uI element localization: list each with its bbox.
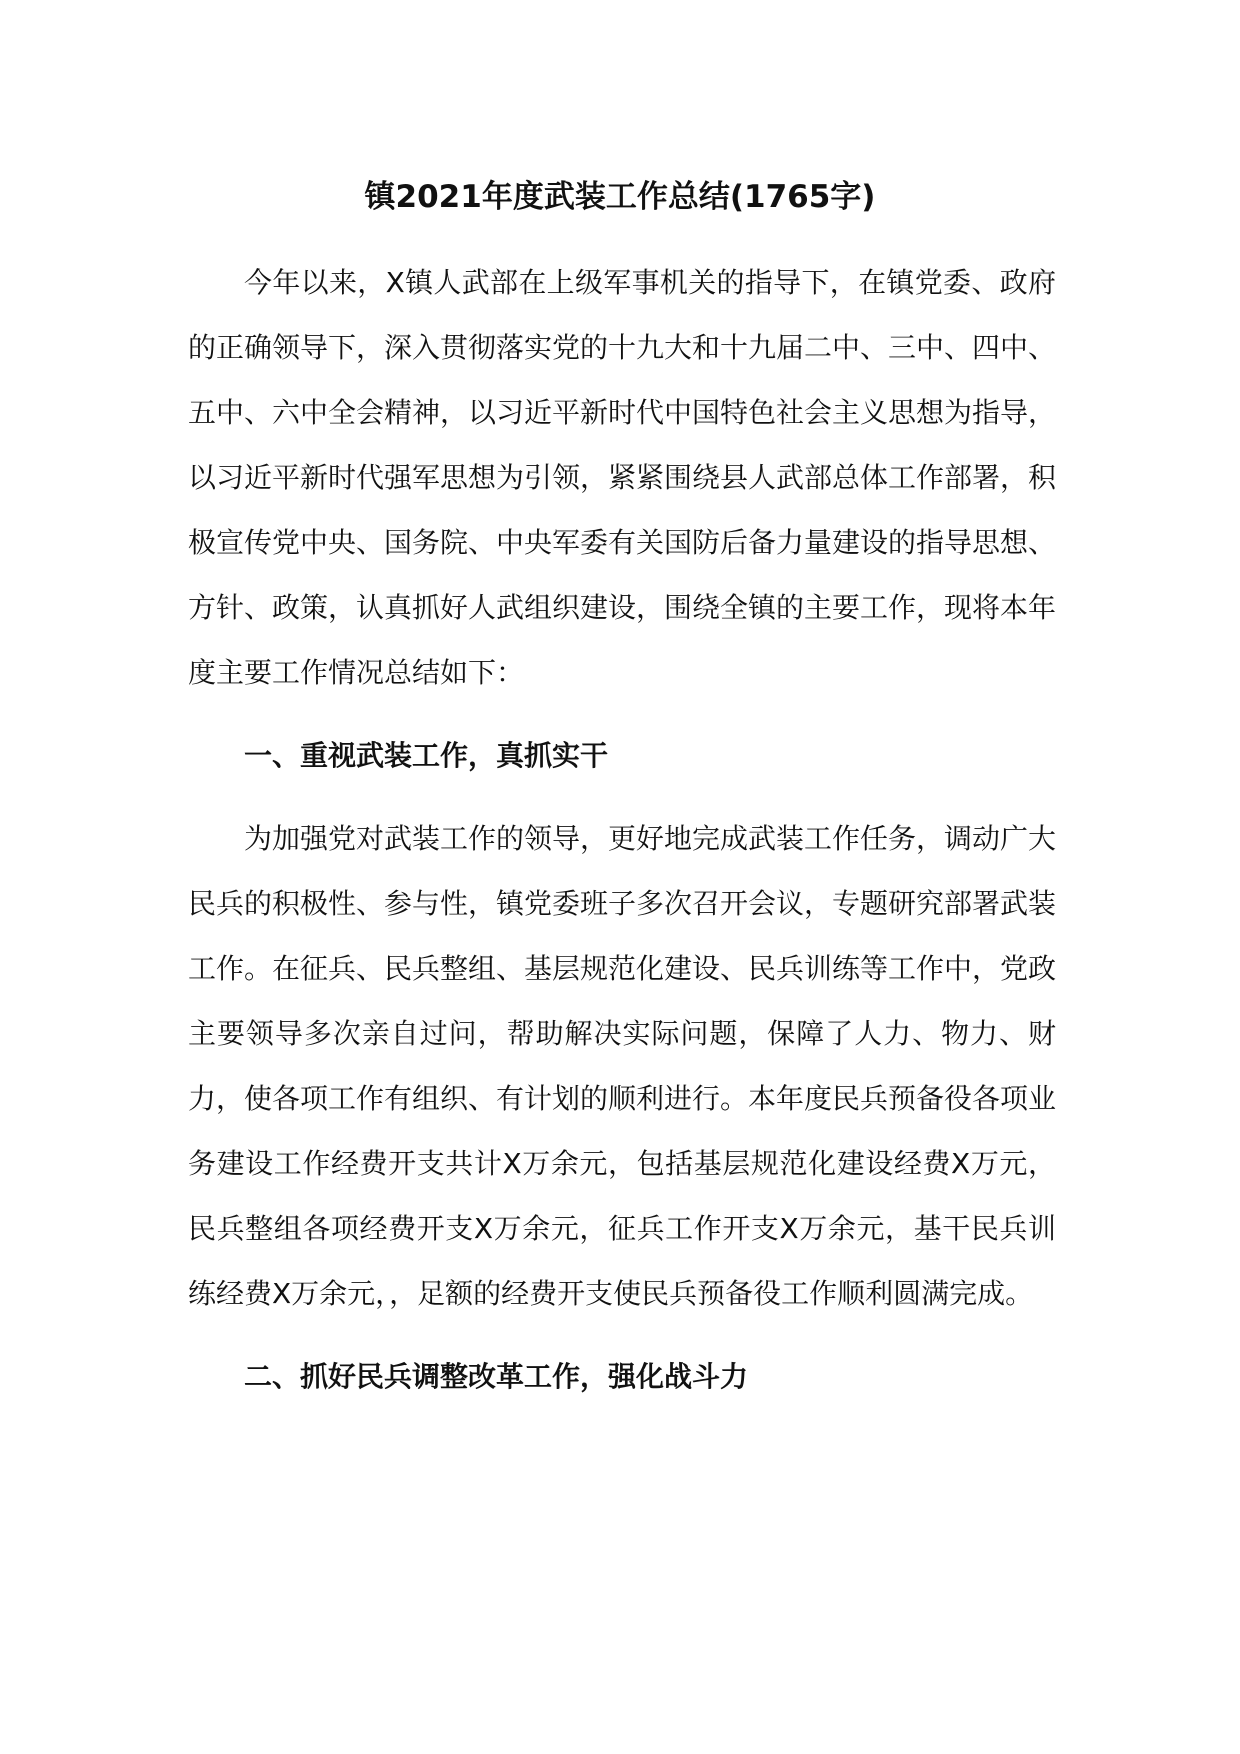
section-heading-2: 二、抓好民兵调整改革工作，强化战斗力 [244,1360,749,1393]
document-body [188,250,1056,1427]
section-1-paragraph: 为加强党对武装工作的领导，更好地完成武装工作任务，调动广大民兵的积极性、参与性，镇党委班子多次召开会议，专题研究部署武装工作。在征兵、民兵整组、基层规范化建设、民兵训练等工作中，党政主要领导多次亲自过问，帮助解决实际问题，保障了人力、物力、财力，使各项工作有组织、有计划的顺利进行。本年度民兵预备役各项业务建设工作经费开支共计X万余元，包括基层规范化建设经费X万元，民兵整组各项经费开支X万余元，征兵工作开支X万余元，基干民兵训练经费X万余元，，足额的经费开支使民兵预备役工作顺利圆满完成。 [188,822,1057,1310]
document-title: 镇2021年度武装工作总结(1765字) [364,179,876,215]
intro-paragraph: 今年以来，X镇人武部在上级军事机关的指导下，在镇党委、政府的正确领导下，深入贯彻落实党的十九大和十九届二中、三中、四中、五中、六中全会精神，以习近平新时代中国特色社会主义思想为指导，以习近平新时代强军思想为引领，紧紧围绕县人武部总体工作部署，积极宣传党中央、国务院、中央军委有关国防后备力量建设的指导思想、方针、政策，认真抓好人武组织建设，围绕全镇的主要工作，现将本年度主要工作情况总结如下： [188,266,1057,689]
section-heading-1: 一、重视武装工作，真抓实干 [244,739,609,772]
